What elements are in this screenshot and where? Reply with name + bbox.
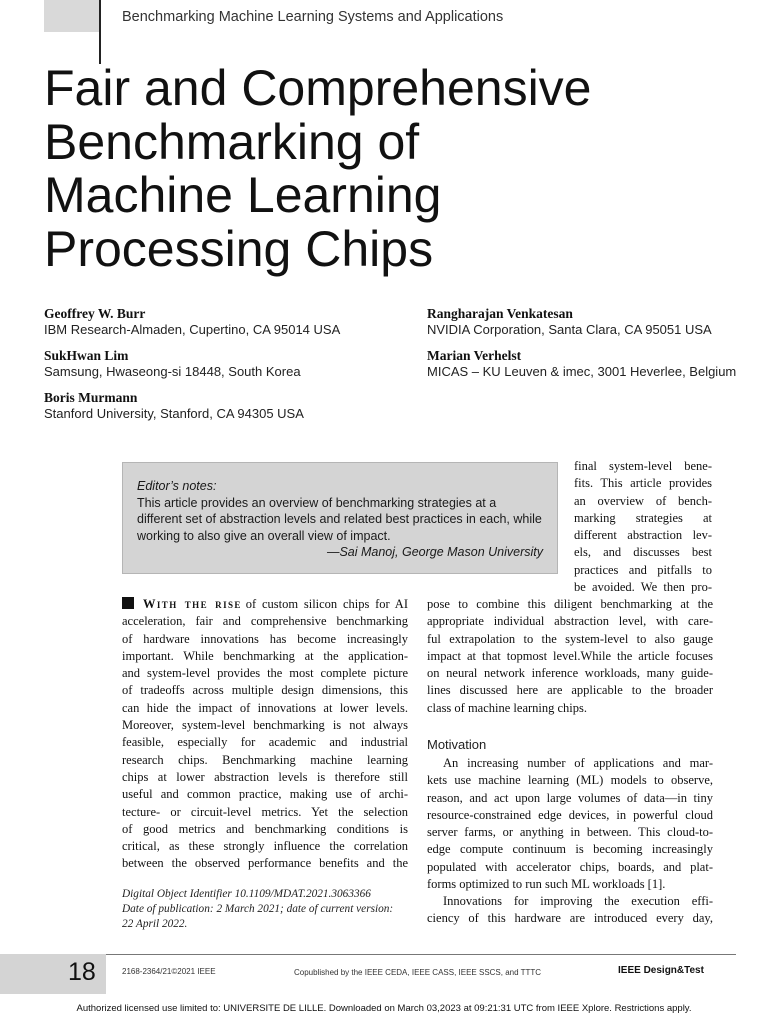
text-line: between the observed performance benefits and the	[122, 856, 408, 871]
editor-note-label: Editor’s notes:	[137, 479, 217, 493]
author-name: Boris Murmann	[44, 390, 138, 405]
journal-name: IEEE Design&Test	[618, 965, 704, 976]
innovations-paragraph	[427, 893, 713, 928]
lead-square-icon	[122, 597, 134, 609]
text-line: lines discussed here are applicable to the broader	[427, 683, 713, 698]
text-line: marking strategies at	[574, 510, 712, 525]
footer-rule	[106, 954, 736, 955]
editor-note-box	[122, 462, 558, 574]
article-title	[44, 62, 684, 276]
text-line: be avoided. We then pro-	[574, 580, 712, 595]
text-fragment: of custom silicon chips for AI	[245, 597, 408, 611]
text-line: impact at that topmost level.While the article focuses	[427, 648, 713, 663]
author-name: Geoffrey W. Burr	[44, 306, 146, 321]
text-line: pose to combine this diligent benchmarking at the	[427, 597, 713, 611]
text-line: ful extrapolation to the system-level to also gauge	[427, 631, 713, 646]
text-line: populated with accelerator chips, boards, and plat-	[427, 859, 713, 874]
text-line: An increasing number of applications and mar-	[443, 756, 713, 770]
body-paragraph-left	[122, 596, 408, 873]
author-affiliation: NVIDIA Corporation, Santa Clara, CA 95051 USA	[427, 322, 712, 337]
author-name: SukHwan Lim	[44, 348, 129, 363]
license-notice: Authorized licensed use limited to: UNIVERSITE DE LILLE. Downloaded on March 03,2023 at 09:21:31 UTC from IEEE Xplore. Restrictions apply.	[76, 1003, 692, 1014]
header-vertical-rule	[99, 0, 101, 64]
motivation-paragraph	[427, 755, 713, 893]
issn-copyright: 2168-2364/21©2021 IEEE	[122, 967, 216, 976]
text-line: kets use machine learning (ML) models to observe,	[427, 773, 713, 788]
doi-block	[122, 887, 393, 932]
text-line: on neural network inference workloads, many guide-	[427, 666, 713, 681]
text-line: Moreover, system-level benchmarking is not always	[122, 718, 408, 733]
text-line: of tradeoffs across multiple design dimensions, this	[122, 683, 408, 698]
body-paragraph-right-top	[574, 458, 712, 596]
author-block	[427, 306, 712, 338]
page-number: 18	[68, 958, 96, 986]
text-line: and system-level provides the most complete picture	[122, 666, 408, 681]
text-line: resource-constrained edge devices, in powerful cloud	[427, 807, 713, 822]
text-line: class of machine learning chips.	[427, 700, 588, 715]
text-line: important. While benchmarking at the application-	[122, 648, 408, 663]
text-line: edge compute continuum is becoming increasingly	[427, 842, 713, 857]
text-line: server farms, or anything in between. This cloud-to-	[427, 825, 713, 840]
author-block	[44, 306, 340, 338]
title-line: Fair and Comprehensive	[44, 60, 592, 116]
text-line: can hide the impact of innovations at lower levels.	[122, 700, 408, 715]
copublished-note: Copublished by the IEEE CEDA, IEEE CASS, IEEE SSCS, and TTTC	[294, 968, 542, 977]
author-affiliation: Stanford University, Stanford, CA 94305 USA	[44, 406, 304, 421]
author-name: Rangharajan Venkatesan	[427, 306, 573, 321]
title-line: Benchmarking of	[44, 113, 420, 170]
text-line: research chips. Benchmarking machine learning	[122, 752, 408, 767]
text-line: els, and discusses best	[574, 545, 712, 560]
text-line: different abstraction lev-	[574, 528, 712, 543]
text-line: acceleration, fair and comprehensive benchmarking	[122, 614, 408, 629]
text-line: critical, as these strongly influence the correlation	[122, 839, 408, 854]
text-line: an overview of bench-	[574, 493, 712, 508]
header-corner-block	[44, 0, 100, 32]
text-line: appropriate individual abstraction level, with care-	[427, 614, 713, 629]
author-block	[427, 348, 736, 380]
lead-in: With the rise	[143, 597, 242, 611]
author-affiliation: MICAS – KU Leuven & imec, 3001 Heverlee, Belgium	[427, 364, 737, 379]
text-line: tecture- or circuit-level metrics. Yet the selection	[122, 804, 408, 819]
section-heading-motivation: Motivation	[427, 737, 487, 752]
doi-line: Digital Object Identifier 10.1109/MDAT.2021.3063366	[122, 888, 371, 900]
author-block	[44, 348, 301, 380]
running-head: Benchmarking Machine Learning Systems and Applications	[122, 9, 504, 25]
text-line: final system-level bene-	[574, 459, 712, 473]
text-line: reason, and act upon large volumes of data—in tiny	[427, 790, 713, 805]
text-line: practices and pitfalls to	[574, 562, 712, 577]
author-block	[44, 390, 304, 422]
doi-line: Date of publication: 2 March 2021; date of current version:	[122, 903, 394, 915]
title-line: Machine Learning	[44, 167, 442, 223]
author-affiliation: IBM Research-Almaden, Cupertino, CA 95014 USA	[44, 322, 341, 337]
editor-note-signature: —Sai Manoj, George Mason University	[326, 545, 543, 559]
text-line: fits. This article provides	[574, 476, 712, 491]
text-line: of hardware innovations has become increasingly	[122, 631, 408, 646]
text-line: feasible, especially for academic and industrial	[122, 735, 408, 750]
body-paragraph-right	[427, 596, 713, 717]
title-line: Processing Chips	[44, 220, 434, 277]
text-line: useful and common practice, making use of archi-	[122, 787, 408, 802]
text-line: chips at lower abstraction levels is therefore still	[122, 769, 408, 784]
text-line: Innovations for improving the execution effi-	[443, 894, 713, 908]
editor-note-text: This article provides an overview of benchmarking strategies at a different set of abstraction levels and related best practices in each, while working to also give an overall view of impact.	[137, 495, 542, 543]
text-line	[122, 596, 408, 613]
author-affiliation: Samsung, Hwaseong-si 18448, South Korea	[44, 364, 301, 379]
text-line: forms optimized to run such ML workloads [1].	[427, 877, 666, 892]
author-name: Marian Verhelst	[427, 348, 522, 363]
doi-line: 22 April 2022.	[122, 918, 188, 930]
text-line: ciency of this hardware are introduced every day,	[427, 911, 713, 926]
text-line: of good metrics and benchmarking conditions is	[122, 821, 408, 836]
